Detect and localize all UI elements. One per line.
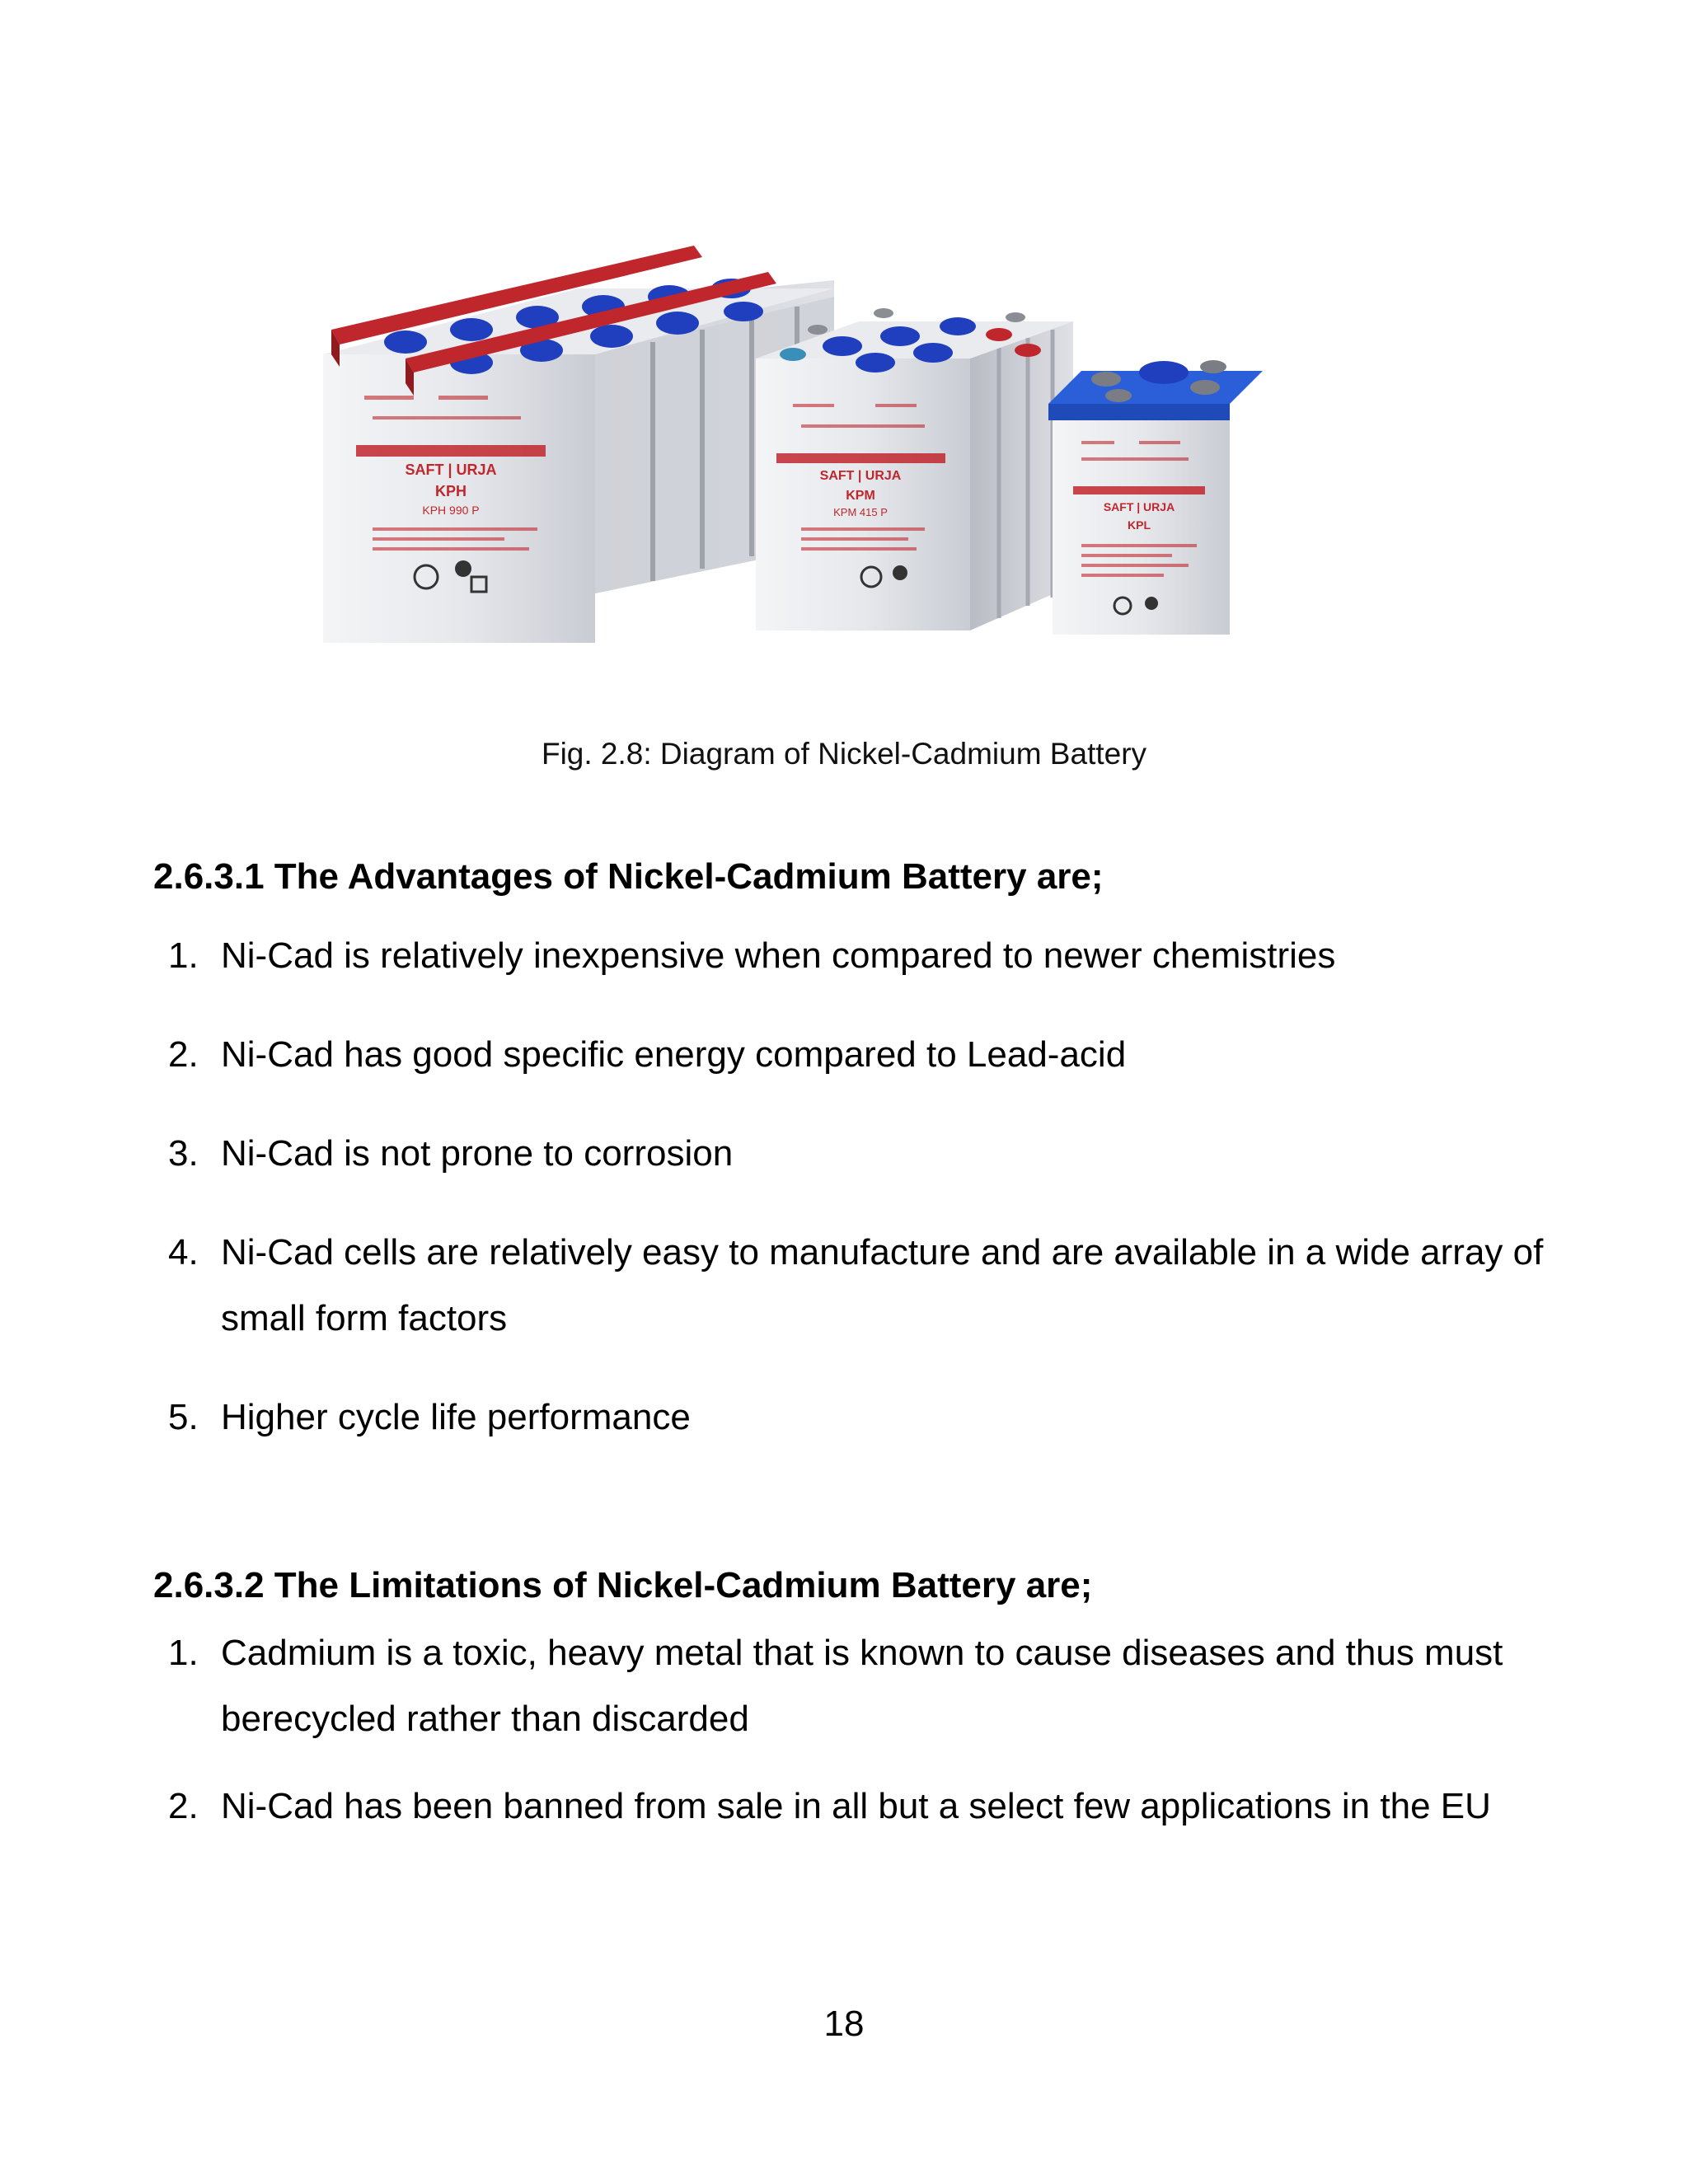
list-item-text: Ni-Cad has been banned from sale in all but a select few applications in the EU [221, 1786, 1491, 1826]
cell1-brand: SAFT | URJA [405, 462, 497, 478]
list-item: 4. Ni-Cad cells are relatively easy to manufacture and are available in a wide array of small form factors [168, 1232, 1544, 1338]
nickel-cadmium-battery-icon [307, 231, 1329, 676]
list-item-text: Higher cycle life performance [221, 1397, 691, 1437]
battery-kpl [1048, 360, 1263, 635]
page-number: 18 [823, 2004, 865, 2044]
limitations-list [153, 1620, 1554, 1861]
list-item: 3. Ni-Cad is not prone to corrosion [168, 1133, 734, 1174]
figure-caption: Fig. 2.8: Diagram of Nickel-Cadmium Battery [541, 737, 1147, 771]
limitations-heading: 2.6.3.2 The Limitations of Nickel-Cadmium Battery are; [153, 1565, 1093, 1605]
list-item-text: Ni-Cad cells are relatively easy to manufacture and are available in a wide array of small form factors [221, 1232, 1544, 1338]
battery-kpm [756, 308, 1073, 630]
cell3-brand: SAFT | URJA [1103, 500, 1175, 513]
advantages-heading: 2.6.3.1 The Advantages of Nickel-Cadmium Battery are; [153, 856, 1104, 897]
battery-figure [307, 231, 1329, 676]
list-item: 2. Ni-Cad has been banned from sale in all but a select few applications in the EU [168, 1786, 1491, 1826]
cell3-model: KPL [1128, 518, 1151, 532]
list-item: 2. Ni-Cad has good specific energy compared to Lead-acid [168, 1034, 1127, 1075]
list-item-text: Ni-Cad is relatively inexpensive when compared to newer chemistries [221, 935, 1336, 976]
list-item: 1. Cadmium is a toxic, heavy metal that is known to cause diseases and thus must berecycled rather than discarded [168, 1633, 1503, 1739]
list-item-text: Ni-Cad is not prone to corrosion [221, 1133, 734, 1174]
cell2-brand: SAFT | URJA [819, 469, 902, 483]
list-item: 5. Higher cycle life performance [168, 1397, 691, 1437]
list-item-text: Ni-Cad has good specific energy compared to Lead-acid [221, 1034, 1127, 1075]
list-item: 1. Ni-Cad is relatively inexpensive when compared to newer chemistries [168, 935, 1336, 976]
cell1-code: KPH 990 P [422, 504, 480, 517]
cell2-code: KPM 415 P [833, 506, 888, 518]
advantages-list [153, 923, 1554, 1483]
list-item-text: Cadmium is a toxic, heavy metal that is known to cause diseases and thus must berecycled rather than discarded [221, 1633, 1503, 1739]
cell1-model: KPH [434, 483, 467, 499]
cell2-model: KPM [846, 489, 875, 503]
